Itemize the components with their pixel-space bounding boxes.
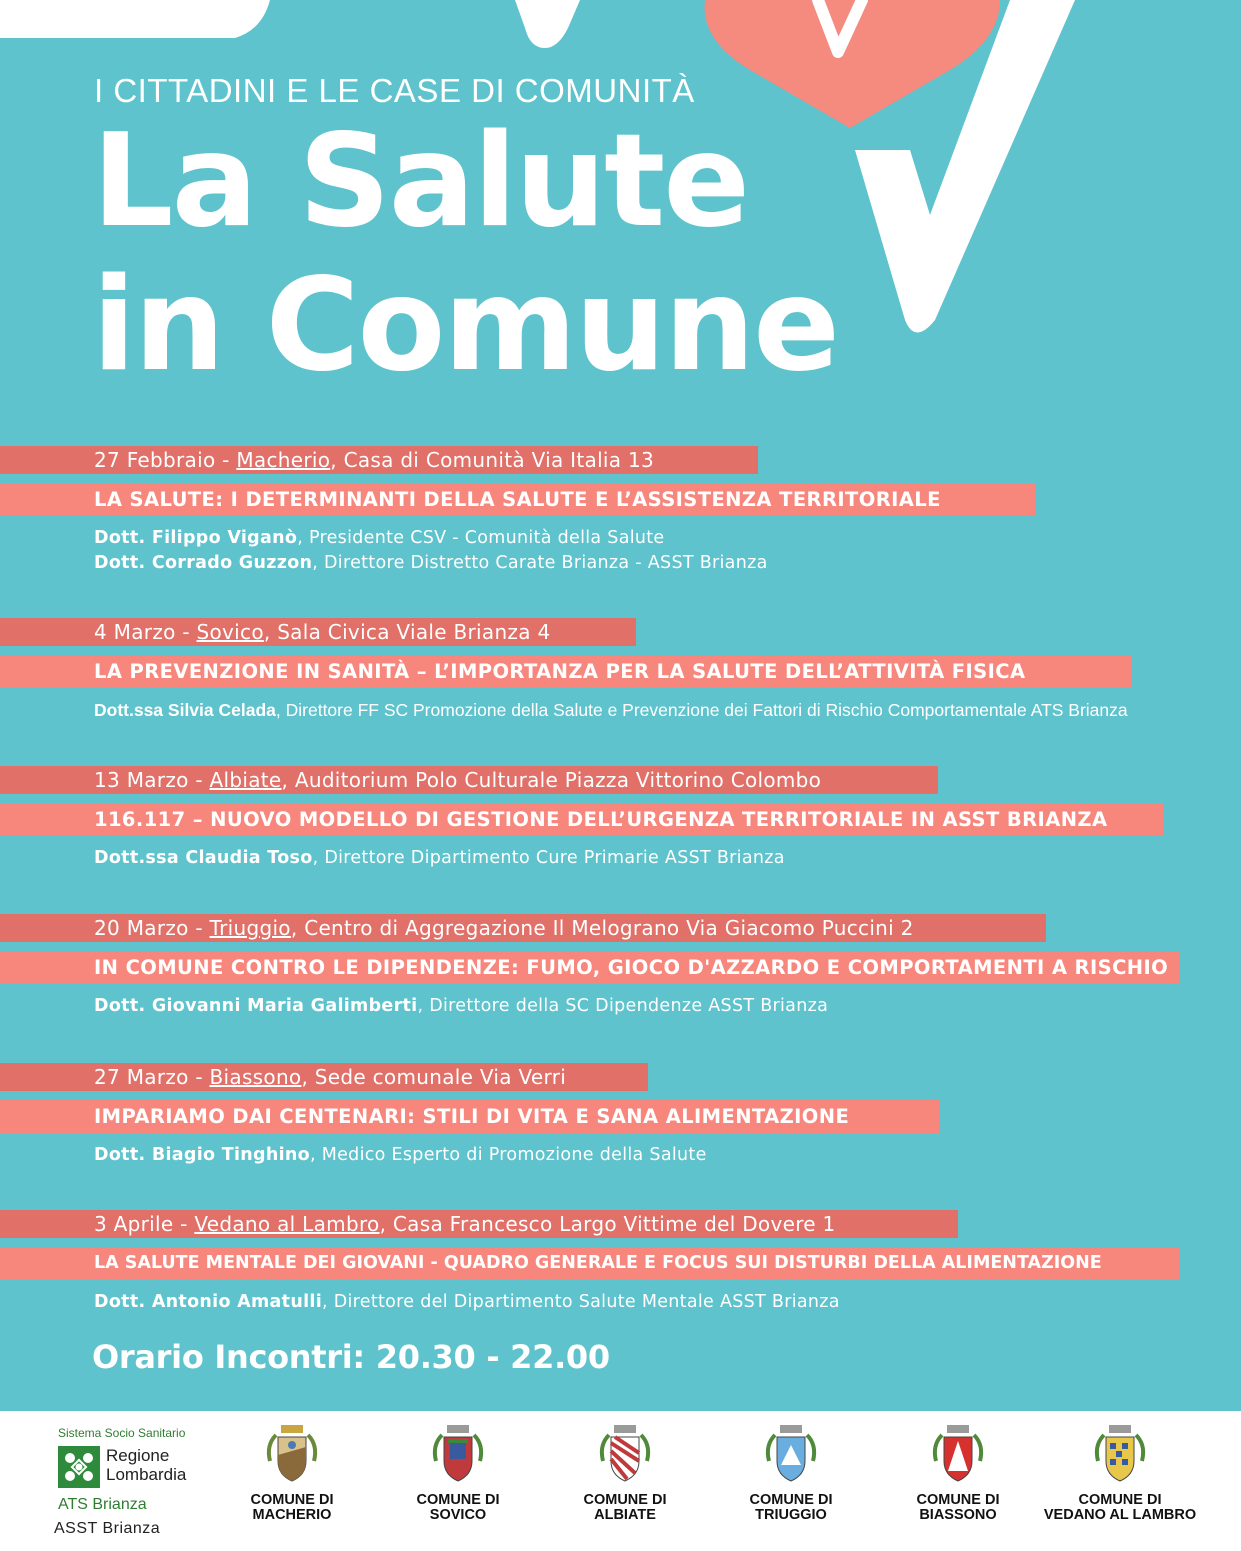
regione-lombardia-logo bbox=[58, 1446, 100, 1488]
comune-name bbox=[207, 1493, 377, 1523]
regione-name bbox=[106, 1446, 186, 1484]
subtitle: I CITTADINI E LE CASE DI COMUNITÀ bbox=[94, 72, 695, 109]
comune-line1: COMUNE DI bbox=[250, 1492, 334, 1508]
coat-of-arms-icon bbox=[428, 1421, 488, 1489]
regione-line2: Lombardia bbox=[106, 1465, 187, 1484]
event-topic: LA SALUTE: I DETERMINANTI DELLA SALUTE E L’ASSISTENZA TERRITORIALE bbox=[94, 488, 941, 511]
coat-of-arms-icon bbox=[1090, 1421, 1150, 1489]
event-town: Triuggio bbox=[209, 916, 291, 940]
coat-of-arms-icon bbox=[761, 1421, 821, 1489]
comune-line2: ALBIATE bbox=[594, 1507, 656, 1523]
coat-of-arms-icon bbox=[595, 1421, 655, 1489]
event-town: Biassono bbox=[209, 1065, 302, 1089]
comune-name bbox=[706, 1493, 876, 1523]
event-date: 27 Febbraio bbox=[94, 448, 216, 472]
event-date-line: 3 Aprile - Vedano al Lambro, Casa Francesco Largo Vittime del Dovere 1 bbox=[94, 1212, 836, 1236]
comune-name bbox=[540, 1493, 710, 1523]
event-town: Sovico bbox=[196, 620, 264, 644]
speaker-role: Direttore Dipartimento Cure Primarie ASST Brianza bbox=[324, 848, 785, 868]
regione-lombardia-block bbox=[54, 1426, 187, 1537]
comune-name bbox=[1035, 1493, 1205, 1523]
event-venue: Centro di Aggregazione Il Melograno Via Giacomo Puccini 2 bbox=[304, 916, 914, 940]
speaker-role: Direttore della SC Dipendenze ASST Brianza bbox=[429, 996, 829, 1016]
speaker-name: Dott. Antonio Amatulli bbox=[94, 1292, 322, 1312]
event-venue: Casa di Comunità Via Italia 13 bbox=[343, 448, 655, 472]
comune-line2: SOVICO bbox=[429, 1507, 487, 1523]
meeting-hours: Orario Incontri: 20.30 - 22.00 bbox=[92, 1338, 610, 1376]
comune-sovico bbox=[373, 1421, 543, 1523]
comune-line1: COMUNE DI bbox=[749, 1492, 833, 1508]
comune-line1: COMUNE DI bbox=[583, 1492, 667, 1508]
event-date-line: 27 Febbraio - Macherio, Casa di Comunità Via Italia 13 bbox=[94, 448, 655, 472]
event-town: Albiate bbox=[209, 768, 282, 792]
comune-biassono bbox=[873, 1421, 1043, 1523]
speaker: Dott. Filippo Viganò, Presidente CSV - Comunità della Salute bbox=[94, 528, 665, 548]
speaker-role: Direttore FF SC Promozione della Salute e Prevenzione dei Fattori di Rischio Comportamentale ATS Brianza bbox=[285, 700, 1128, 720]
comune-line1: COMUNE DI bbox=[1078, 1492, 1162, 1508]
comune-line1: COMUNE DI bbox=[416, 1492, 500, 1508]
ats-brianza-label: ATS Brianza bbox=[58, 1496, 147, 1513]
speaker: Dott. Giovanni Maria Galimberti, Direttore della SC Dipendenze ASST Brianza bbox=[94, 996, 829, 1016]
comune-name bbox=[873, 1493, 1043, 1523]
sistema-label: Sistema Socio Sanitario bbox=[58, 1426, 186, 1440]
regione-line1: Regione bbox=[106, 1446, 170, 1465]
coat-of-arms-icon bbox=[262, 1421, 322, 1489]
top-left-shape bbox=[0, 0, 270, 38]
event-date: 27 Marzo bbox=[94, 1065, 189, 1089]
footer bbox=[0, 1411, 1241, 1551]
coat-of-arms-icon bbox=[928, 1421, 988, 1489]
speaker: Dott. Biagio Tinghino, Medico Esperto di Promozione della Salute bbox=[94, 1145, 707, 1165]
event-date-line: 13 Marzo - Albiate, Auditorium Polo Culturale Piazza Vittorino Colombo bbox=[94, 768, 822, 792]
event-venue: Sede comunale Via Verri bbox=[314, 1065, 567, 1089]
comune-macherio bbox=[207, 1421, 377, 1523]
event-town: Vedano al Lambro bbox=[194, 1212, 380, 1236]
heartbeat-line bbox=[515, 0, 580, 48]
speaker: Dott. Antonio Amatulli, Direttore del Dipartimento Salute Mentale ASST Brianza bbox=[94, 1292, 840, 1312]
event-topic: IMPARIAMO DAI CENTENARI: STILI DI VITA E SANA ALIMENTAZIONE bbox=[94, 1105, 850, 1128]
comune-line2: MACHERIO bbox=[252, 1507, 332, 1523]
speaker-name: Dott. Corrado Guzzon bbox=[94, 553, 313, 573]
speaker: Dott. Corrado Guzzon, Direttore Distretto Carate Brianza - ASST Brianza bbox=[94, 553, 768, 573]
comune-line2: BIASSONO bbox=[919, 1507, 997, 1523]
event-topic: LA SALUTE MENTALE DEI GIOVANI - QUADRO GENERALE E FOCUS SUI DISTURBI DELLA ALIMENTAZIONE bbox=[94, 1253, 1102, 1273]
event-venue: Auditorium Polo Culturale Piazza Vittorino Colombo bbox=[294, 768, 822, 792]
event-date-line: 4 Marzo - Sovico, Sala Civica Viale Brianza 4 bbox=[94, 620, 551, 644]
asst-brianza-label: ASST Brianza bbox=[54, 1520, 161, 1537]
comune-line1: COMUNE DI bbox=[916, 1492, 1000, 1508]
title-line1: La Salute bbox=[92, 107, 749, 256]
speaker: Dott.ssa Claudia Toso, Direttore Dipartimento Cure Primarie ASST Brianza bbox=[94, 848, 785, 868]
event-topic: IN COMUNE CONTRO LE DIPENDENZE: FUMO, GIOCO D'AZZARDO E COMPORTAMENTI A RISCHIO bbox=[94, 956, 1169, 979]
speaker-role: Direttore Distretto Carate Brianza - ASST Brianza bbox=[324, 553, 768, 573]
comune-line2: VEDANO AL LAMBRO bbox=[1043, 1507, 1197, 1523]
event-date: 13 Marzo bbox=[94, 768, 189, 792]
speaker-name: Dott.ssa Claudia Toso bbox=[94, 848, 313, 868]
speaker: Dott.ssa Silvia Celada, Direttore FF SC Promozione della Salute e Prevenzione dei Fattori di Rischio Comportamentale ATS Brianza bbox=[94, 700, 1128, 720]
speaker-name: Dott. Biagio Tinghino bbox=[94, 1145, 310, 1165]
event-topic: LA PREVENZIONE IN SANITÀ – L’IMPORTANZA PER LA SALUTE DELL’ATTIVITÀ FISICA bbox=[94, 660, 1026, 683]
speaker-role: Presidente CSV - Comunità della Salute bbox=[308, 528, 665, 548]
speaker-name: Dott.ssa Silvia Celada bbox=[94, 700, 276, 720]
title-line2: in Comune bbox=[92, 251, 838, 400]
speaker-name: Dott. Giovanni Maria Galimberti bbox=[94, 996, 418, 1016]
event-venue: Casa Francesco Largo Vittime del Dovere 1 bbox=[392, 1212, 836, 1236]
event-date: 20 Marzo bbox=[94, 916, 189, 940]
event-date-line: 27 Marzo - Biassono, Sede comunale Via Verri bbox=[94, 1065, 567, 1089]
speaker-name: Dott. Filippo Viganò bbox=[94, 528, 298, 548]
event-topic: 116.117 – NUOVO MODELLO DI GESTIONE DELL’URGENZA TERRITORIALE IN ASST BRIANZA bbox=[94, 808, 1108, 831]
event-town: Macherio bbox=[236, 448, 331, 472]
comune-name bbox=[373, 1493, 543, 1523]
comune-vedano-al-lambro bbox=[1035, 1421, 1205, 1523]
event-venue: Sala Civica Viale Brianza 4 bbox=[277, 620, 551, 644]
event-date-line: 20 Marzo - Triuggio, Centro di Aggregazione Il Melograno Via Giacomo Puccini 2 bbox=[94, 916, 914, 940]
event-date: 4 Marzo bbox=[94, 620, 176, 644]
comune-triuggio bbox=[706, 1421, 876, 1523]
comune-line2: TRIUGGIO bbox=[755, 1507, 827, 1523]
comune-albiate bbox=[540, 1421, 710, 1523]
event-date: 3 Aprile bbox=[94, 1212, 174, 1236]
speaker-role: Direttore del Dipartimento Salute Mentale ASST Brianza bbox=[333, 1292, 840, 1312]
speaker-role: Medico Esperto di Promozione della Salute bbox=[321, 1145, 707, 1165]
